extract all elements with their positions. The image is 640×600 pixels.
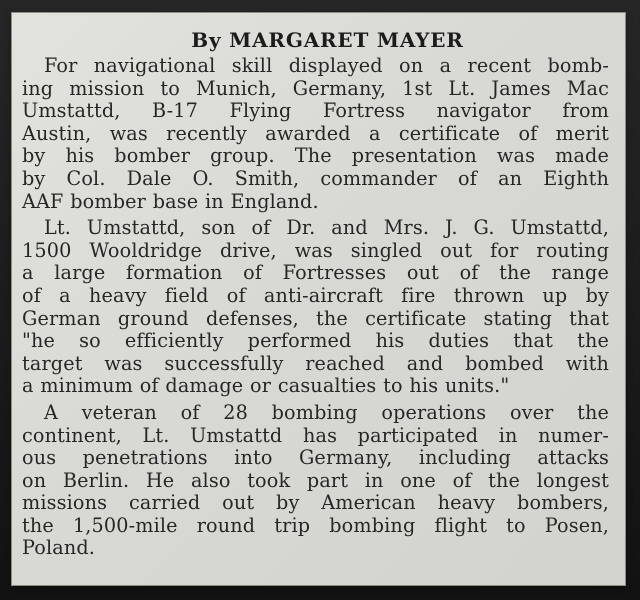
paragraph-line: Austin, was recently awarded a certificate of merit [22,121,609,145]
paragraph-3 [22,402,609,560]
paragraph-line: German ground defenses, the certificate stating that [22,306,609,330]
byline: By MARGARET MAYER [191,28,464,52]
paragraph-line: by his bomber group. The presentation was made [22,144,609,168]
paragraph-line: the 1,500-mile round trip bombing flight to Posen, [22,513,609,537]
paragraph-line: A veteran of 28 bombing operations over the [44,400,609,424]
paragraph-line: a minimum of damage or casualties to his units." [22,374,510,398]
paragraph-line: AAF bomber base in England. [22,189,319,213]
newspaper-clipping [12,13,625,585]
paragraph-line: ing mission to Munich, Germany, 1st Lt. James Mac [22,76,609,100]
paragraph-line: target was successfully reached and bombed with [22,351,609,375]
paragraph-line: Poland. [22,536,96,560]
paragraph-line: "he so efficiently performed his duties that the [22,329,609,353]
paragraph-line: a large formation of Fortresses out of the range [22,261,609,285]
paragraph-line: Lt. Umstattd, son of Dr. and Mrs. J. G. Umstattd, [44,216,609,240]
paragraph-line: by Col. Dale O. Smith, commander of an Eighth [22,166,609,190]
paragraph-line: missions carried out by American heavy bombers, [22,491,609,515]
paragraph-line: 1500 Wooldridge drive, was singled out for routing [22,238,609,262]
paragraph-line: continent, Lt. Umstattd has participated in numer- [22,423,609,447]
paragraph-line: Umstattd, B-17 Flying Fortress navigator from [22,99,609,123]
paragraph-line: on Berlin. He also took part in one of the longest [22,468,609,492]
paragraph-line: For navigational skill displayed on a recent bomb- [44,54,609,77]
paragraph-2 [22,217,609,398]
paragraph-line: of a heavy field of anti-aircraft fire thrown up by [22,283,609,307]
paragraph-1 [22,55,609,213]
paragraph-line: ous penetrations into Germany, including attacks [22,446,609,470]
